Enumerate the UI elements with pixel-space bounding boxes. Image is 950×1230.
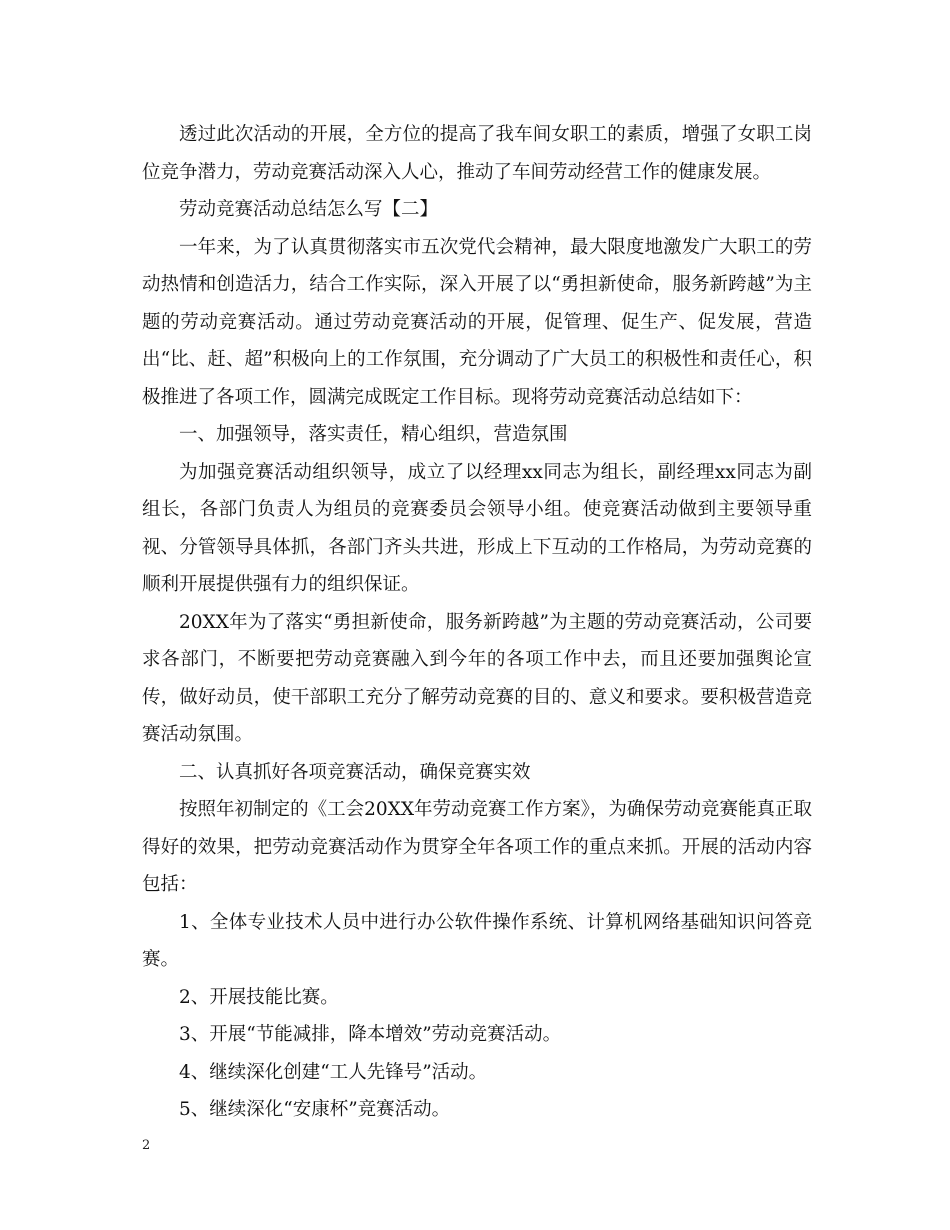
- paragraph: 按照年初制定的《工会20XX年劳动竞赛工作方案》，为确保劳动竞赛能真正取得好的效果，把劳动竞赛活动作为贯穿全年各项工作的重点来抓。开展的活动内容包括：: [142, 799, 812, 895]
- paragraph: 为加强竞赛活动组织领导，成立了以经理xx同志为组长，副经理xx同志为副组长，各部门负责人为组员的竞赛委员会领导小组。使竞赛活动做到主要领导重视、分管领导具体抓，各部门齐头共进，形成上下互动的工作格局，为劳动竞赛的顺利开展提供强有力的组织保证。: [142, 461, 812, 595]
- paragraph: 20XX年为了落实“勇担新使命，服务新跨越”为主题的劳动竞赛活动，公司要求各部门，不断要把劳动竞赛融入到今年的各项工作中去，而且还要加强舆论宣传，做好动员，使干部职工充分了解劳动竞赛的目的、意义和要求。要积极营造竞赛活动氛围。: [142, 611, 812, 745]
- section-heading-2: 二、认真抓好各项竞赛活动，确保竞赛实效: [179, 761, 531, 783]
- section-heading-1: 一、加强领导，落实责任，精心组织，营造氛围: [179, 424, 568, 445]
- list-item: 2、开展技能比赛。: [179, 986, 339, 1008]
- document-body: [142, 116, 812, 1129]
- paragraph: 一年来，为了认真贯彻落实市五次党代会精神，最大限度地激发广大职工的劳动热情和创造活力，结合工作实际，深入开展了以“勇担新使命，服务新跨越”为主题的劳动竞赛活动。通过劳动竞赛活动的开展，促管理、促生产、促发展，营造出“比、赶、超”积极向上的工作氛围，充分调动了广大员工的积极性和责任心，积极推进了各项工作，圆满完成既定工作目标。现将劳动竞赛活动总结如下：: [142, 236, 812, 408]
- list-item: 1、全体专业技术人员中进行办公软件操作系统、计算机网络基础知识问答竞赛。: [142, 911, 812, 970]
- page-number: 2: [142, 1138, 151, 1153]
- list-item: 4、继续深化创建“工人先锋号”活动。: [179, 1061, 488, 1083]
- list-item: 5、继续深化“安康杯”竞赛活动。: [179, 1099, 451, 1120]
- list-item: 3、开展“节能减排，降本增效”劳动竞赛活动。: [179, 1024, 562, 1045]
- paragraph: 透过此次活动的开展，全方位的提高了我车间女职工的素质，增强了女职工岗位竞争潜力，劳动竞赛活动深入人心，推动了车间劳动经营工作的健康发展。: [142, 124, 812, 183]
- section-title: 劳动竞赛活动总结怎么写【二】: [179, 199, 439, 220]
